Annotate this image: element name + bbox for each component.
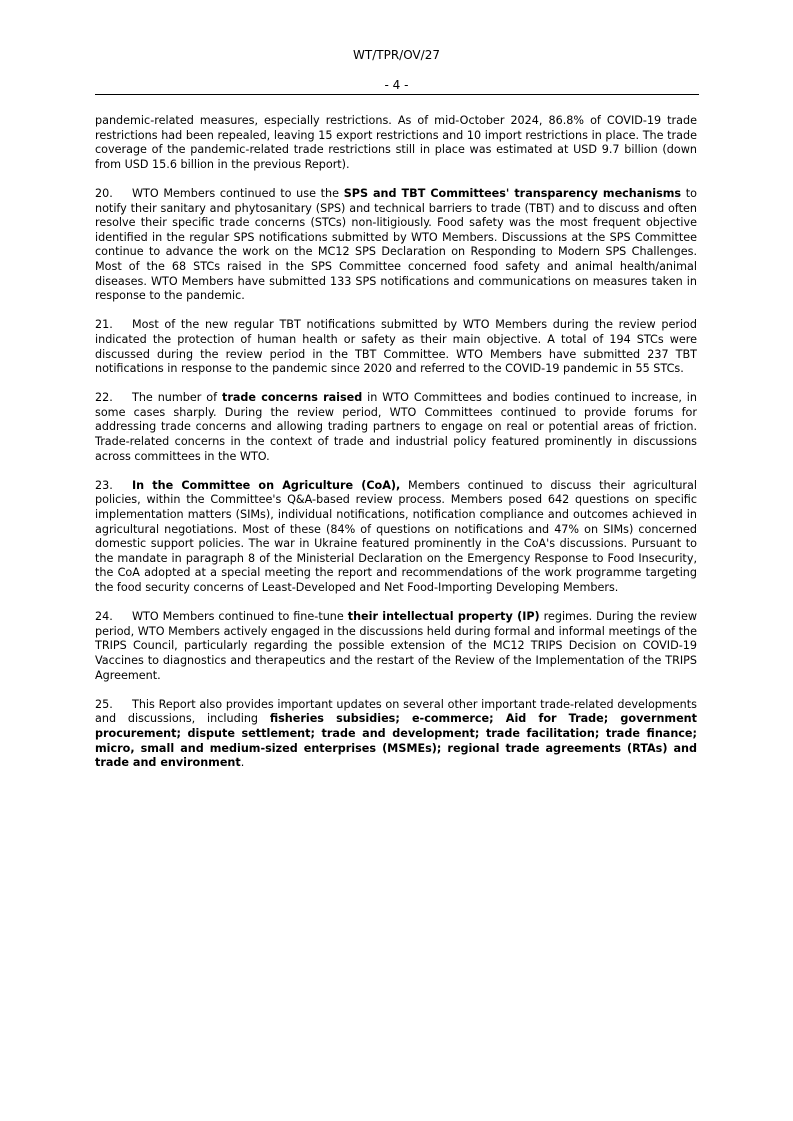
emphasis-text: their intellectual property (IP)	[347, 610, 540, 624]
document-reference: WT/TPR/OV/27	[353, 48, 440, 62]
paragraph-number: 24.	[95, 610, 113, 624]
paragraph-text: Most of the new regular TBT notifications submitted by WTO Members during the review period indicated the protection of human health or safety as their main objective. A total of 194 STCs were discussed during the review period in the TBT Committee. WTO Members have submitted 237 TBT notifications in response to the pandemic since 2020 and referred to the COVID-19 pandemic in 55 STCs.	[95, 318, 697, 376]
paragraph-number: 20.	[95, 186, 113, 200]
paragraph-text: This Report also provides important updates on several other important trade-related developments and discussions, including	[95, 697, 697, 726]
emphasis-text: In the Committee on Agriculture (CoA),	[132, 478, 401, 492]
paragraph-text: in WTO Committees and bodies continued to increase, in some cases sharply. During the review period, WTO Committees continued to provide forums for addressing trade concerns and allowing trading partners to engage on real or potential areas of friction. Trade-related concerns in the context of trade and industrial policy featured prominently in discussions across committees in the WTO.	[95, 391, 697, 463]
paragraph-number: 21.	[95, 318, 113, 332]
paragraph	[95, 187, 697, 304]
paragraph	[95, 698, 697, 771]
paragraph-text: Members continued to discuss their agricultural policies, within the Committee's Q&A-based review process. Members posed 642 questions on specific implementation matters (SIMs), individual notifications, notification compliance and outcomes achieved in agricultural negotiations. Most of these (84% of questions on notifications and 47% on SIMs) concerned domestic support policies. The war in Ukraine featured prominently in the CoA's discussions. Pursuant to the mandate in paragraph 8 of the Ministerial Declaration on the Emergency Response to Food Insecurity, the CoA adopted at a special meeting the report and recommendations of the work programme targeting the food security concerns of Least-Developed and Net Food-Importing Developing Members.	[95, 478, 697, 594]
paragraph	[95, 610, 697, 683]
emphasis-text: trade concerns raised	[221, 391, 363, 405]
document-body	[95, 114, 697, 771]
paragraph-text: .	[240, 756, 245, 770]
paragraph-number: 23.	[95, 478, 113, 492]
paragraph	[95, 318, 697, 376]
paragraph-text: WTO Members continued to use the	[132, 186, 344, 200]
paragraph	[95, 479, 697, 596]
header-rule	[95, 94, 699, 95]
paragraph-text: regimes. During the review period, WTO Members actively engaged in the discussions held during formal and informal meetings of the TRIPS Council, particularly regarding the possible extension of the MC12 TRIPS Decision on COVID-19 Vaccines to diagnostics and therapeutics and the restart of the Review of the Implementation of the TRIPS Agreement.	[95, 610, 697, 682]
paragraph-text: to notify their sanitary and phytosanitary (SPS) and technical barriers to trade (TBT) and to discuss and often resolve their specific trade concerns (STCs) non-litigiously. Food safety was the most frequent objective identified in the regular SPS notifications submitted by WTO Members. Discussions at the SPS Committee continue to advance the work on the MC12 SPS Declaration on Responding to Modern SPS Challenges. Most of the 68 STCs raised in the SPS Committee concerned food safety and animal health/animal diseases. WTO Members have submitted 133 SPS notifications and communications on measures taken in response to the pandemic.	[95, 186, 697, 303]
emphasis-text: fisheries subsidies; e-commerce; Aid for Trade; government procurement; dispute settlement; trade and development; trade facilitation; trade finance; micro, small and medium-sized enterprises (MSMEs); regional trade agreements (RTAs) and trade and environment	[95, 712, 697, 770]
emphasis-text: SPS and TBT Committees' transparency mechanisms	[343, 186, 682, 200]
page-number: - 4 -	[384, 78, 409, 92]
paragraph-number: 22.	[95, 391, 113, 405]
paragraph	[95, 114, 697, 172]
paragraph-text: WTO Members continued to fine-tune	[132, 610, 348, 624]
paragraph-text: pandemic-related measures, especially restrictions. As of mid-October 2024, 86.8% of COVID-19 trade restrictions had been repealed, leaving 15 export restrictions and 10 import restrictions in place. The trade coverage of the pandemic-related trade restrictions still in place was estimated at USD 9.7 billion (down from USD 15.6 billion in the previous Report).	[95, 114, 697, 171]
paragraph-text: The number of	[132, 391, 222, 405]
paragraph-number: 25.	[95, 697, 113, 711]
paragraph	[95, 391, 697, 464]
